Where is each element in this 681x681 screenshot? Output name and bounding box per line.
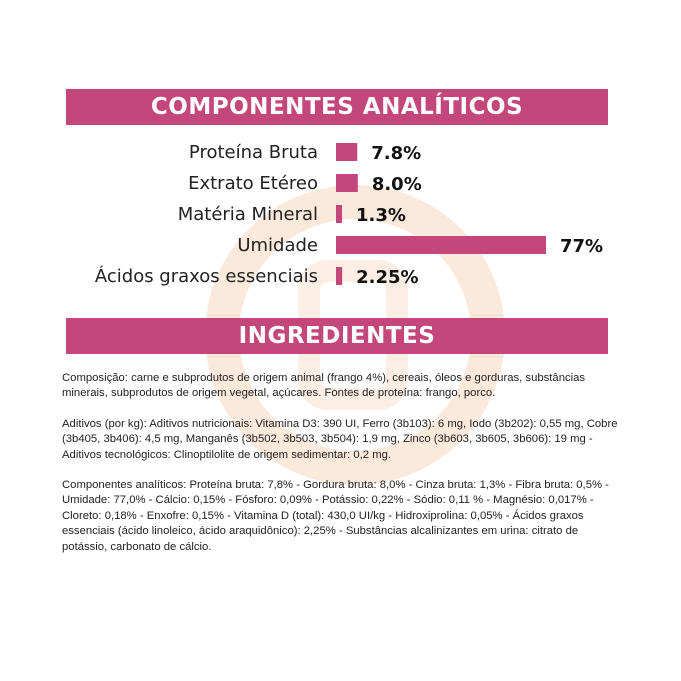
- value-label: 2.25%: [356, 267, 419, 288]
- bar: [336, 236, 546, 254]
- category-label: Extrato Etéreo: [188, 173, 318, 194]
- analytic-components-text: Componentes analíticos: Proteína bruta: 7,8% - Gordura bruta: 8,0% - Cinza bruta: 1,3% - Fibra bruta: 0,5% - Umidade: 77,0% - Cálcio: 0,15% - Fósforo: 0,09% - Potássio: 0,22% - Sódio: 0,11 % - Magnésio: 0,017% - Cloreto: 0,18% - Enxofre: 0,15% - Vitamina D (total): 430,0 UI/kg - Hidroxiprolina: 0,05% - Ácidos graxos essenciais (ácido linoleico, ácido araquidônico): 2,25% - Substâncias alcalinizantes em urina: citrato de potássio, carbonato de cálcio.: [62, 479, 609, 553]
- analytic-components-chart: [0, 135, 681, 305]
- bar: [336, 174, 358, 192]
- category-label: Umidade: [237, 235, 318, 256]
- bar: [336, 267, 342, 285]
- bar: [336, 205, 342, 223]
- category-label: Ácidos graxos essenciais: [94, 266, 318, 287]
- value-label: 1.3%: [356, 205, 406, 226]
- value-label: 7.8%: [371, 143, 422, 164]
- category-label: Proteína Bruta: [188, 142, 318, 163]
- bar: [336, 143, 357, 161]
- category-label: Matéria Mineral: [177, 204, 318, 225]
- ingredients-header: INGREDIENTES: [66, 318, 608, 354]
- value-label: 8.0%: [371, 174, 422, 195]
- additives-text: Aditivos (por kg): Aditivos nutricionais: Vitamina D3: 390 UI, Ferro (3b103): 6 mg, Iodo (3b202): 0,55 mg, Cobre (3b405, 3b406): 4,5 mg, Manganês (3b502, 3b503, 3b504): 1,9 mg, Zinco (3b603, 3b605, 3b606): 19 mg - Aditivos tecnológicos: Clinoptilolite de origem sedimentar: 0,2 mg.: [62, 418, 618, 461]
- value-label: 77%: [560, 236, 604, 257]
- analytic-components-header: COMPONENTES ANALÍTICOS: [66, 89, 608, 125]
- composition-text: Composição: carne e subprodutos de origem animal (frango 4%), cereais, óleos e gorduras, substâncias minerais, subprodutos de origem vegetal, açúcares. Fontes de proteína: frango, porco.: [62, 372, 586, 400]
